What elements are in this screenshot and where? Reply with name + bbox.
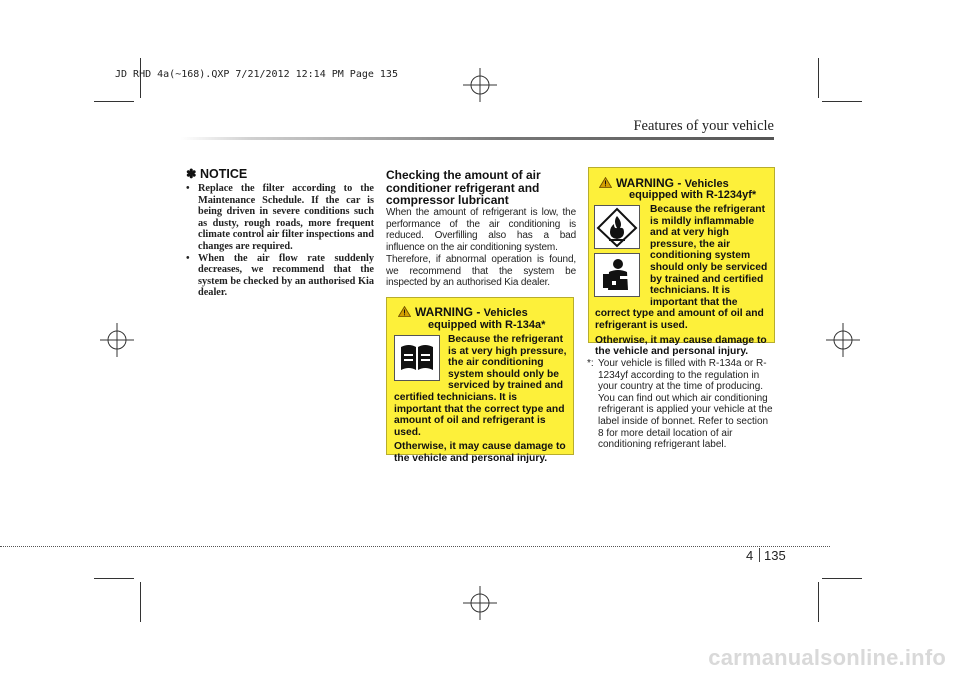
checking-paragraph-2: Therefore, if abnormal operation is found, we recommend that the system be inspected by an authorised Kia dealer. <box>386 254 576 289</box>
header-rule <box>181 137 774 140</box>
notice-item-text: Replace the filter according to the Maintenance Schedule. If the car is being driven in severe conditions such as dusty, rough roads, more frequent climate control air filter inspections and changes are required. <box>198 183 374 252</box>
footnote <box>587 358 775 451</box>
warning-head-tail: Vehicles <box>483 307 528 319</box>
notice-item <box>186 183 374 253</box>
warning-word: WARNING - <box>616 176 682 190</box>
warning-text-consequence: Otherwise, it may cause damage to the vehicle and personal injury. <box>595 334 767 358</box>
registration-mark-bottom <box>463 586 497 620</box>
bullet-icon: • <box>186 183 190 194</box>
notice-title <box>186 166 247 181</box>
notice-item-text: When the air flow rate suddenly decreases, we recommend that the system be checked by an authorised Kia dealer. <box>198 252 374 299</box>
warning-subtitle: equipped with R-1234yf* <box>629 189 757 201</box>
warning-box-r1234yf <box>588 167 775 358</box>
warning-triangle-icon <box>398 306 411 317</box>
warning-text-main: Because the refrigerant is at very high pressure, the air conditioning system should only be serviced by trained and certified technicians. It is important that the correct type and amount of oil and refrigerant is used. <box>394 334 567 438</box>
warning-text-main: Because the refrigerant is mildly inflammable and at very high pressure, the air conditioning system should only be serviced by trained and certified technicians. It is important that the correct type and amount of oil and refrigerant is used. <box>595 204 768 331</box>
warning-box-r134a <box>386 297 574 464</box>
warning-text-consequence: Otherwise, it may cause damage to the vehicle and personal injury. <box>394 441 566 464</box>
registration-mark-left <box>100 323 134 357</box>
warning-text-r1234yf <box>595 204 769 361</box>
chapter-number: 4 <box>746 548 754 563</box>
notice-item <box>186 253 374 299</box>
warning-text-r134a <box>394 334 567 468</box>
print-slug: JD RHD 4a(~168).QXP 7/21/2012 12:14 PM Page 135 <box>115 69 398 80</box>
registration-mark-top <box>463 68 497 102</box>
registration-mark-right <box>826 323 860 357</box>
checking-paragraph-1: When the amount of refrigerant is low, the performance of the air conditioning is reduced. Overfilling also has a bad influence on the air conditioning system. <box>386 207 576 253</box>
warning-heading <box>415 306 528 320</box>
page-number-separator <box>759 548 760 562</box>
warning-head-tail: Vehicles <box>684 178 729 190</box>
footer-dotted-rule <box>0 546 830 547</box>
warning-triangle-icon <box>599 177 612 188</box>
section-heading-checking: Checking the amount of air conditioner refrigerant and compressor lubricant <box>386 168 541 208</box>
page-number: 135 <box>764 548 786 563</box>
notice-title-text: NOTICE <box>199 167 248 181</box>
watermark: carmanualsonline.info <box>708 645 946 670</box>
bullet-icon: • <box>186 252 190 264</box>
footnote-mark: *: <box>587 358 594 369</box>
warning-word: WARNING - <box>415 305 481 319</box>
notice-list <box>186 183 374 299</box>
page-header-title: Features of your vehicle <box>633 118 774 134</box>
warning-subtitle: equipped with R-134a* <box>428 319 546 331</box>
notice-symbol-icon: ✽ <box>186 167 197 181</box>
footnote-text: Your vehicle is filled with R-134a or R-1234yf according to the regulation in your country at the time of producing. You can find out which air conditioning refrigerant is applied your vehicle at the label inside of bonnet. Refer to section 8 for more detail location of air conditioning refrigerant label. <box>598 358 773 451</box>
